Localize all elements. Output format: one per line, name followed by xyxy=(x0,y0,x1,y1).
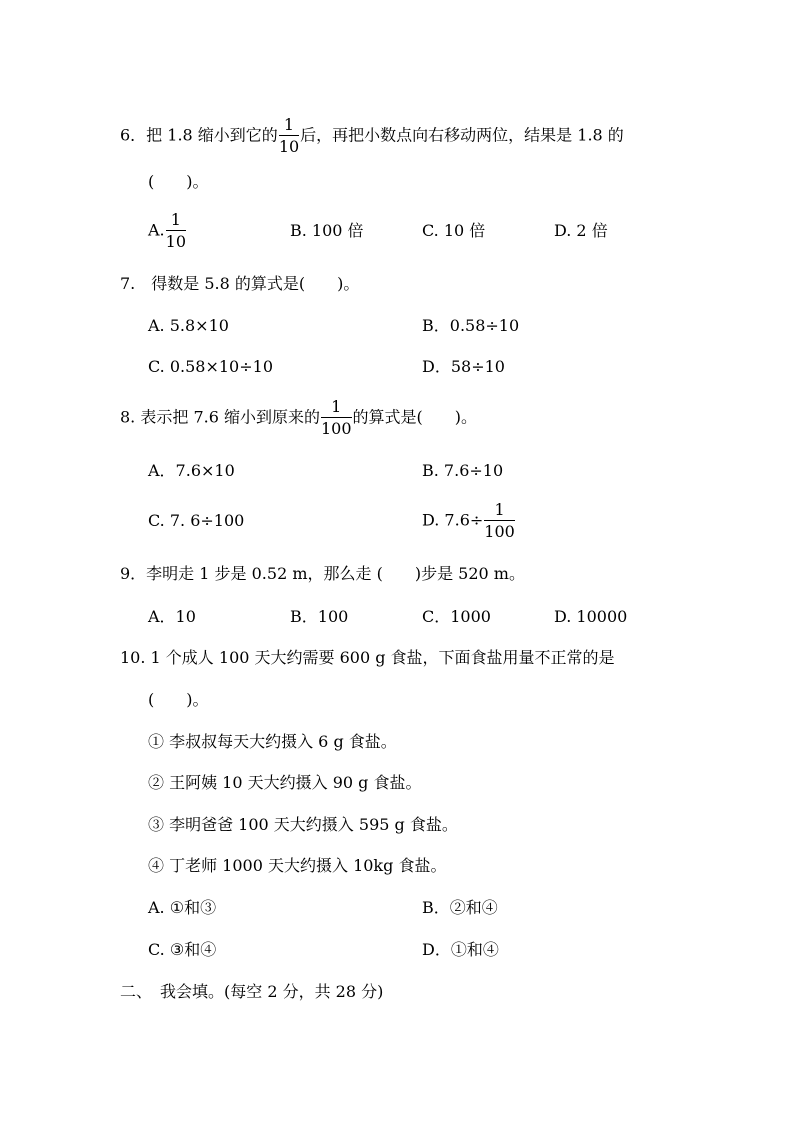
q8-option-b[interactable]: B. 7.6÷10 xyxy=(422,461,504,480)
q10-item-2: ② 王阿姨 10 天大约摄入 90 g 食盐。 xyxy=(148,773,422,792)
q6-stem-part2: 后，再把小数点向右移动两位，结果是 1.8 的 xyxy=(300,125,624,145)
q7-option-a[interactable]: A. 5.8×10 xyxy=(148,316,229,335)
q6-option-a-numerator: 1 xyxy=(166,212,186,231)
q6-option-a[interactable] xyxy=(148,212,187,250)
q7-option-c[interactable]: C. 0.58×10÷10 xyxy=(148,357,273,376)
q9-stem: 9．李明走 1 步是 0.52 m，那么走 ( )步是 520 m。 xyxy=(120,564,525,583)
q8-option-d-denominator: 100 xyxy=(484,522,515,541)
q8-option-d-prefix: D. 7.6÷ xyxy=(422,510,484,530)
q10-stem: 10. 1 个成人 100 天大约需要 600 g 食盐，下面食盐用量不正常的是 xyxy=(120,648,615,667)
q10-item-3: ③ 李明爸爸 100 天大约摄入 595 g 食盐。 xyxy=(148,815,458,834)
q6-stem xyxy=(120,117,624,155)
q10-option-a[interactable]: A. ①和③ xyxy=(148,898,217,917)
q10-option-d[interactable]: D．①和④ xyxy=(422,940,499,959)
q8-fraction-denominator: 100 xyxy=(320,419,352,438)
section-2-title: 二、 我会填。(每空 2 分，共 28 分) xyxy=(120,982,384,1001)
q8-stem-part2: 的算式是( )。 xyxy=(352,407,478,427)
q6-blank: ( )。 xyxy=(148,172,209,191)
q9-option-c[interactable]: C．1000 xyxy=(422,607,491,626)
q10-item-1: ① 李叔叔每天大约摄入 6 g 食盐。 xyxy=(148,732,397,751)
q7-option-b[interactable]: B．0.58÷10 xyxy=(422,316,520,335)
q6-option-b[interactable]: B. 100 倍 xyxy=(290,221,364,240)
q8-stem xyxy=(120,399,477,437)
q8-option-d-numerator: 1 xyxy=(484,502,515,521)
q10-option-b[interactable]: B．②和④ xyxy=(422,898,498,917)
q8-fraction-numerator: 1 xyxy=(321,399,352,418)
q9-option-d[interactable]: D. 10000 xyxy=(554,607,628,626)
q6-option-a-prefix: A. xyxy=(148,220,165,240)
q6-option-c[interactable]: C. 10 倍 xyxy=(422,221,486,240)
q8-option-a[interactable]: A．7.6×10 xyxy=(148,461,235,480)
q6-option-d[interactable]: D. 2 倍 xyxy=(554,221,608,240)
q8-option-c[interactable]: C. 7. 6÷100 xyxy=(148,511,245,530)
q6-fraction xyxy=(279,117,299,155)
q10-blank: ( )。 xyxy=(148,690,209,709)
q9-option-b[interactable]: B．100 xyxy=(290,607,349,626)
q6-option-a-denominator: 10 xyxy=(165,232,186,251)
q6-fraction-denominator: 10 xyxy=(278,137,300,156)
q6-stem-part1: 6．把 1.8 缩小到它的 xyxy=(120,125,278,145)
q8-option-d[interactable] xyxy=(422,502,516,540)
q8-option-d-fraction xyxy=(484,502,515,540)
q7-stem: 7. 得数是 5.8 的算式是( )。 xyxy=(120,274,360,293)
q8-stem-part1: 8. 表示把 7.6 缩小到原来的 xyxy=(120,407,320,427)
q10-item-4: ④ 丁老师 1000 天大约摄入 10kg 食盐。 xyxy=(148,856,447,875)
q9-option-a[interactable]: A．10 xyxy=(148,607,196,626)
q7-option-d[interactable]: D．58÷10 xyxy=(422,357,505,376)
q6-fraction-numerator: 1 xyxy=(279,117,299,136)
q10-option-c[interactable]: C. ③和④ xyxy=(148,940,217,959)
q6-option-a-fraction xyxy=(166,212,186,250)
q8-fraction xyxy=(321,399,352,437)
